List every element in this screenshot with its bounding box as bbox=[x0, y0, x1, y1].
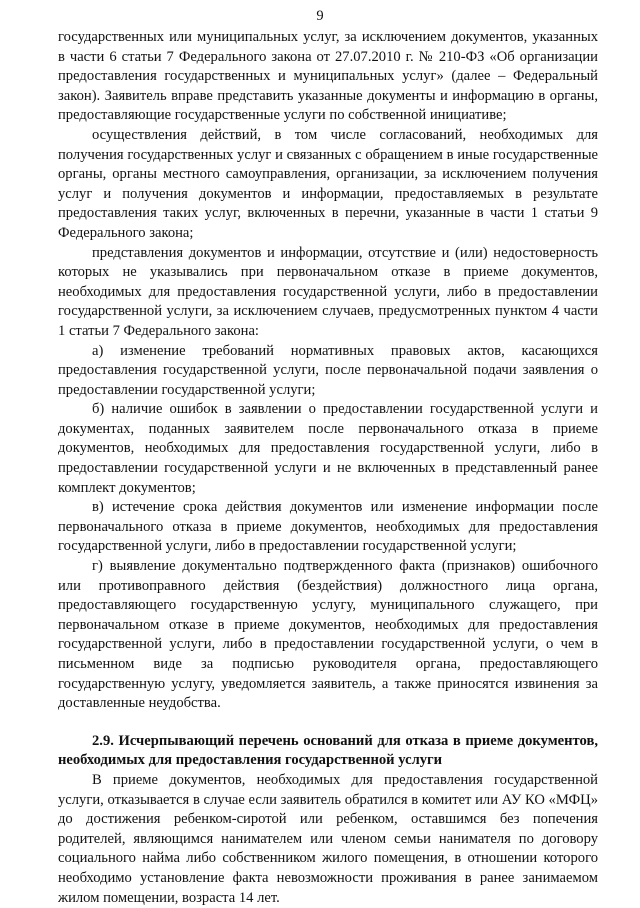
list-item-g: г) выявление документально подтвержденного факта (признаков) ошибочного или противоправного действия (бездействия) должностного лица органа, предоставляющего государственную услугу, муниципального служащего, при первоначальном отказе в приеме документов, необходимых для предоставления государственной услуги, либо в предоставлении государственной услуги, о чем в письменном виде за подписью руководителя органа, предоставляющего государственную услугу, уведомляется заявитель, а также приносятся извинения за доставленные неудобства. bbox=[58, 558, 598, 712]
paragraph-continuation: государственных или муниципальных услуг, за исключением документов, указанных в части 6 статьи 7 Федерального закона от 27.07.2010 г. № 210-ФЗ «Об организации предоставления государственных и муниципальных услуг» (далее – Федеральный закон). Заявитель вправе представить указанные документы и информацию в органы, предоставляющие государственные услуги по собственной инициативе; bbox=[58, 29, 598, 124]
section-body: В приеме документов, необходимых для предоставления государственной услуги, отказывается в случае если заявитель обратился в комитет или АУ КО «МФЦ» до достижения ребенком-сиротой или ребенком, оставшимся без попечения родителей, являющимся нанимателем или членом семьи нанимателя по договору социального найма либо собственником жилого помещения, в отношении которого необходимо установление факта невозможности проживания в ранее занимаемом жилом помещении, возраста 14 лет. bbox=[58, 771, 598, 906]
list-item-a: а) изменение требований нормативных правовых актов, касающихся предоставления государственной услуги, после первоначальной подачи заявления о предоставлении государственной услуги; bbox=[58, 342, 598, 398]
document-body bbox=[58, 28, 598, 908]
page-number: 9 bbox=[316, 8, 324, 24]
list-item-b: б) наличие ошибок в заявлении о предоставлении государственной услуги и документах, поданных заявителем после первоначального отказа в приеме документов, необходимых для предоставления государственной услуги, либо в предоставлении государственной услуги и не включенных в представленный ранее комплект документов; bbox=[58, 401, 598, 496]
paragraph-actions: осуществления действий, в том числе согласований, необходимых для получения государственных услуг и связанных с обращением в иные государственные органы, органы местного самоуправления, организации, за исключением получения услуг и получения документов и информации, предоставляемых в результате предоставления таких услуг, включенных в перечни, указанные в части 1 статьи 9 Федерального закона; bbox=[58, 126, 598, 241]
list-item-v: в) истечение срока действия документов или изменение информации после первоначального отказа в приеме документов, необходимых для предоставления государственной услуги, либо в предоставлении государственной услуги; bbox=[58, 499, 598, 555]
section-heading: 2.9. Исчерпывающий перечень оснований для отказа в приеме документов, необходимых для предоставления государственной услуги bbox=[58, 732, 598, 769]
paragraph-documents: представления документов и информации, отсутствие и (или) недостоверность которых не указывались при первоначальном отказе в приеме документов, необходимых для предоставления государственной услуги, либо в предоставлении государственной услуги, за исключением случаев, предусмотренных пунктом 4 части 1 статьи 7 Федерального закона: bbox=[58, 244, 598, 339]
